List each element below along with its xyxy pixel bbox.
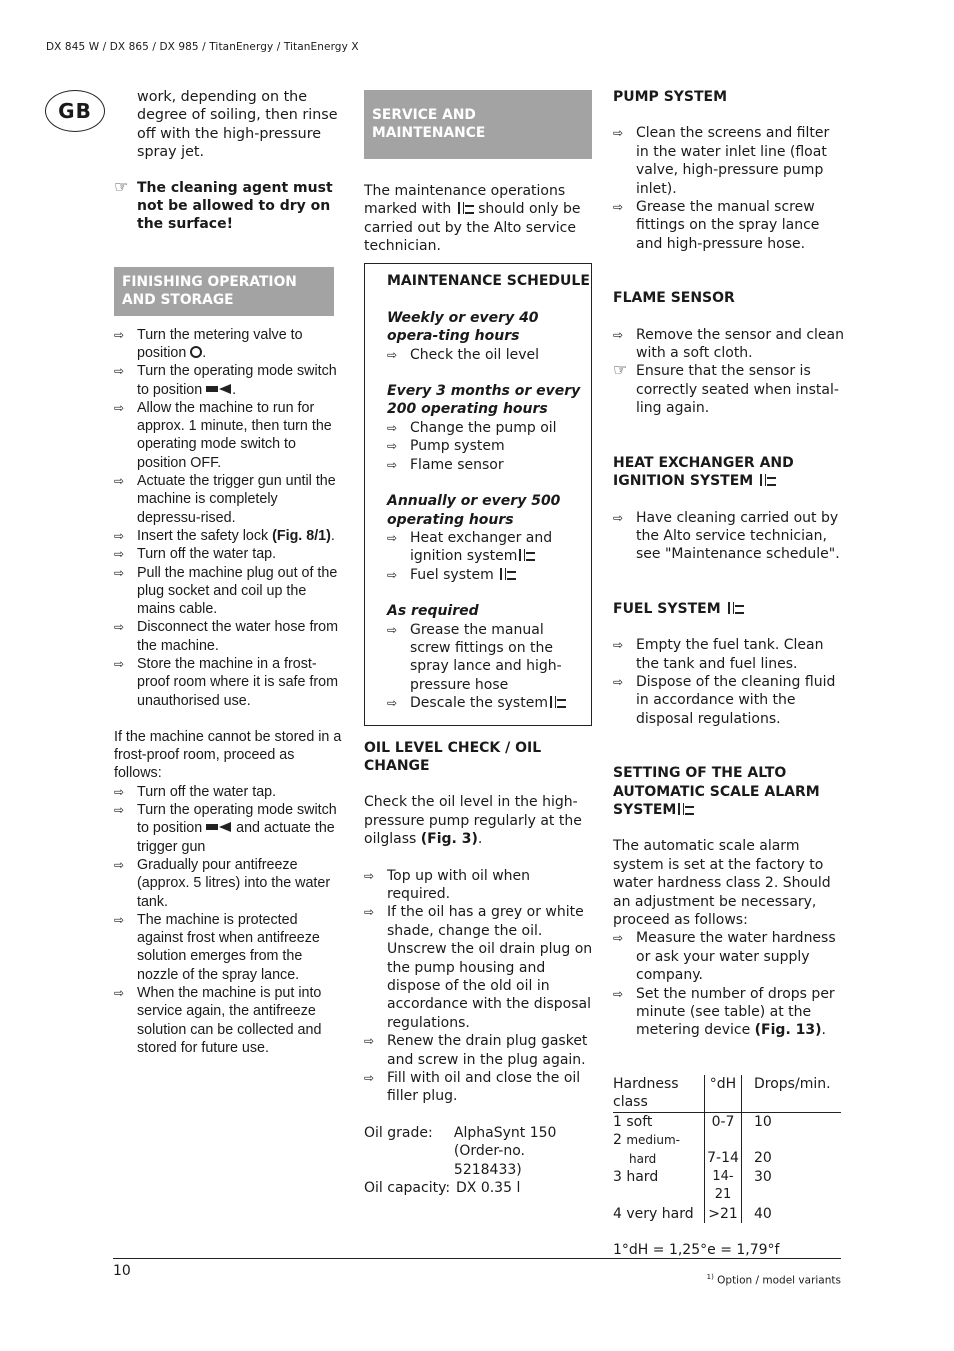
oil-steps [364, 867, 594, 1106]
weekly-title: Weekly or every 40 opera-ting hours [387, 309, 539, 345]
list-item: ⇨ Measure the water hardness or ask your water supply company. [613, 930, 836, 984]
fuel-heading: FUEL SYSTEM [613, 600, 845, 618]
pointing-hand-icon: ☞ [613, 360, 628, 380]
pointing-hand-icon: ☞ [114, 176, 129, 196]
arrow-right-icon: ⇨ [114, 547, 125, 562]
table-row: 3 hard 14-21 30 [613, 1168, 841, 1205]
list-item: ⇨ Dispose of the cleaning fluid in accordance with the disposal regulations. [613, 673, 836, 727]
arrow-right-icon: ⇨ [114, 620, 125, 635]
tools-icon [456, 202, 474, 214]
frost-steps [114, 783, 344, 1057]
column-right [613, 88, 845, 1040]
table-header-cell: Hardness class [613, 1076, 679, 1111]
figure-ref: (Fig. 8/1) [272, 527, 331, 544]
list-item: ⇨ When the machine is put into service again, the antifreeze solution can be collected and stored for future use. [114, 985, 322, 1056]
hardness-table [613, 1075, 841, 1260]
oil-grade-row: Oil grade: AlphaSynt 150 (Order-no. 5218433) [364, 1124, 557, 1178]
document-header: DX 845 W / DX 865 / DX 985 / TitanEnergy / TitanEnergy X [46, 41, 359, 53]
arrow-right-icon: ⇨ [613, 327, 624, 342]
list-item: ⇨ Fuel system [387, 566, 591, 584]
list-item: ⇨ Grease the manual screw fittings on the spray lance and high-pressure hose [387, 621, 562, 693]
scale-steps [613, 929, 845, 1039]
pump-steps [613, 124, 845, 253]
tools-icon [548, 696, 566, 708]
circle-position-icon [190, 346, 202, 358]
arrow-right-icon: ⇨ [114, 400, 125, 415]
flame-steps [613, 326, 845, 418]
table-row: 1 soft 0-7 10 [613, 1113, 841, 1131]
list-item: ⇨ Have cleaning carried out by the Alto service technician, see "Maintenance schedule". [613, 509, 840, 563]
intro-text: work, depending on the degree of soiling, then rinse off with the high-pressure spray jet. [137, 89, 338, 161]
finishing-heading: FINISHING OPERATION AND STORAGE [114, 267, 334, 316]
arrow-right-icon: ⇨ [387, 622, 398, 637]
figure-ref: (Fig. 3) [420, 831, 478, 848]
arrow-right-icon: ⇨ [114, 857, 125, 872]
tools-icon [758, 474, 776, 486]
maintenance-schedule-box [364, 263, 592, 725]
tools-icon [517, 549, 535, 561]
list-item: ⇨ Remove the sensor and clean with a soft cloth. [613, 326, 844, 362]
list-item: ⇨ Change the pump oil [387, 419, 557, 436]
tools-icon [676, 803, 694, 815]
list-item: ⇨ Disconnect the water hose from the machine. [114, 619, 339, 654]
warning-text: The cleaning agent must not be allowed to dry on the surface! [137, 179, 333, 233]
oil-heading: OIL LEVEL CHECK / OIL CHANGE [364, 739, 542, 774]
table-header-row [613, 1075, 841, 1113]
column-left [114, 88, 344, 1057]
list-item: ⇨ Renew the drain plug gasket and screw in the plug again. [364, 1033, 588, 1068]
arrow-right-icon: ⇨ [613, 510, 624, 525]
list-item: ⇨ Grease the manual screw fittings on the spray lance and high-pressure hose. [613, 199, 820, 252]
scale-text: The automatic scale alarm system is set at the factory to water hardness class 2. Should an adjustment be necessary, proceed as follows: [613, 838, 831, 928]
list-item: ⇨ Turn the operating mode switch to position . [114, 363, 337, 398]
required-title: As required [387, 603, 479, 620]
language-badge: GB [45, 90, 105, 132]
list-item: ⇨ Turn off the water tap. [114, 546, 277, 563]
table-header-cell: °dH [704, 1075, 741, 1112]
list-item: ⇨ Actuate the trigger gun until the machine is completely depressu-rised. [114, 473, 336, 526]
arrow-right-icon: ⇨ [387, 439, 398, 454]
oil-text: Check the oil level in the high-pressure pump regularly at the oilglass (Fig. 3). [364, 794, 582, 848]
list-item: ⇨ Top up with oil when required. [364, 867, 531, 902]
list-item: ⇨ Gradually pour antifreeze (approx. 5 litres) into the water tank. [114, 856, 331, 910]
arrow-right-icon: ⇨ [387, 347, 398, 362]
tools-icon [498, 568, 516, 580]
flame-note: ☞ Ensure that the sensor is correctly seated when instal-ling again. [613, 360, 839, 417]
arrow-right-icon: ⇨ [387, 530, 398, 545]
arrow-right-icon: ⇨ [114, 474, 125, 489]
list-item: ⇨ Insert the safety lock (Fig. 8/1). [114, 527, 335, 544]
table-header-cell: Drops/min. [741, 1075, 841, 1112]
arrow-right-icon: ⇨ [613, 986, 624, 1001]
arrow-right-icon: ⇨ [387, 696, 398, 711]
list-item: ⇨ Heat exchanger and ignition system [387, 529, 553, 565]
scale-heading: SETTING OF THE ALTO AUTOMATIC SCALE ALARM SYSTEM [613, 765, 820, 818]
quarterly-title: Every 3 months or every 200 operating hours [387, 383, 581, 418]
spray-mode-icon [206, 822, 232, 832]
conversion-text: 1°dH = 1,25°e = 1,79°f [613, 1242, 780, 1259]
medium-hard-cell: 2 medium- hard [613, 1132, 681, 1166]
warning-note [114, 176, 344, 234]
annual-title: Annually or every 500 operating hours [387, 493, 561, 528]
list-item: ⇨ Turn the metering valve to position . [114, 326, 303, 361]
arrow-right-icon: ⇨ [387, 567, 398, 582]
tools-icon [726, 602, 744, 614]
arrow-right-icon: ⇨ [114, 528, 125, 543]
flame-heading: FLAME SENSOR [613, 290, 735, 307]
arrow-right-icon: ⇨ [613, 931, 624, 946]
arrow-right-icon: ⇨ [114, 784, 125, 799]
pump-heading: PUMP SYSTEM [613, 89, 728, 105]
list-item: ⇨ Check the oil level [387, 346, 540, 363]
list-item: ⇨ Turn off the water tap. [114, 783, 277, 800]
arrow-right-icon: ⇨ [364, 868, 375, 883]
fuel-steps [613, 636, 845, 728]
spray-mode-icon [206, 384, 232, 394]
list-item: ⇨ Turn the operating mode switch to position and actuate the trigger gun [114, 802, 337, 855]
footer-divider [113, 1258, 841, 1259]
arrow-right-icon: ⇨ [613, 674, 624, 689]
heat-heading: HEAT EXCHANGER AND IGNITION SYSTEM [613, 454, 794, 490]
footnote: $^{1)}$ Option / model variants [706, 1273, 841, 1287]
arrow-right-icon: ⇨ [364, 1071, 375, 1086]
list-item: ⇨ Flame sensor [387, 456, 504, 473]
list-item: ⇨ Clean the screens and filter in the water inlet line (float valve, high-pressure pump inlet). [613, 125, 830, 197]
table-row: 4 very hard >21 40 [613, 1205, 841, 1223]
service-text: The maintenance operations marked with should only be carried out by the Alto service technician. [364, 182, 581, 255]
list-item: ⇨ Set the number of drops per minute (see table) at the metering device (Fig. 13). [613, 985, 835, 1039]
oil-capacity-row: Oil capacity: DX 0.35 l [364, 1180, 521, 1197]
arrow-right-icon: ⇨ [364, 1034, 375, 1049]
list-item: ⇨ Descale the system [387, 694, 591, 712]
finishing-steps [114, 326, 344, 710]
arrow-right-icon: ⇨ [114, 803, 125, 818]
arrow-right-icon: ⇨ [364, 905, 375, 920]
list-item: ⇨ If the oil has a grey or white shade, change the oil. Unscrew the oil drain plug on the pump housing and dispose of the old oil in accordance with the disposal regulations. [364, 904, 593, 1031]
arrow-right-icon: ⇨ [114, 657, 125, 671]
arrow-right-icon: ⇨ [613, 200, 624, 215]
heat-steps [613, 509, 845, 564]
arrow-right-icon: ⇨ [114, 986, 125, 1001]
service-heading: SERVICE AND MAINTENANCE [364, 90, 592, 159]
page-number: 10 [113, 1263, 131, 1279]
arrow-right-icon: ⇨ [114, 327, 125, 342]
list-item: ⇨ Fill with oil and close the oil filler plug. [364, 1070, 581, 1105]
table-row: 2 medium- hard 7-14 20 [613, 1131, 841, 1168]
list-item: ⇨ Empty the fuel tank. Clean the tank and fuel lines. [613, 637, 824, 672]
frost-intro: If the machine cannot be stored in a frost-proof room, proceed as follows: [114, 728, 342, 782]
column-middle [364, 90, 594, 1198]
list-item: ⇨ The machine is protected against frost when antifreeze solution emerges from the nozzle of the spray lance. [114, 911, 320, 983]
list-item: ⇨ Pump system [387, 438, 505, 455]
figure-ref: (Fig. 13) [754, 1022, 822, 1039]
arrow-right-icon: ⇨ [613, 126, 624, 141]
arrow-right-icon: ⇨ [114, 912, 125, 927]
list-item: ⇨ Pull the machine plug out of the plug socket and coil up the mains cable. [114, 564, 338, 618]
list-item: ⇨ Store the machine in a frost-proof room where it is safe from unauthorised use. [114, 656, 339, 709]
arrow-right-icon: ⇨ [387, 457, 398, 472]
arrow-right-icon: ⇨ [387, 420, 398, 435]
list-item: ⇨ Allow the machine to run for approx. 1 minute, then turn the operating mode switch to position OFF. [114, 399, 332, 471]
arrow-right-icon: ⇨ [114, 364, 125, 379]
schedule-title: MAINTENANCE SCHEDULE [387, 273, 590, 290]
arrow-right-icon: ⇨ [613, 638, 624, 653]
arrow-right-icon: ⇨ [114, 565, 125, 580]
